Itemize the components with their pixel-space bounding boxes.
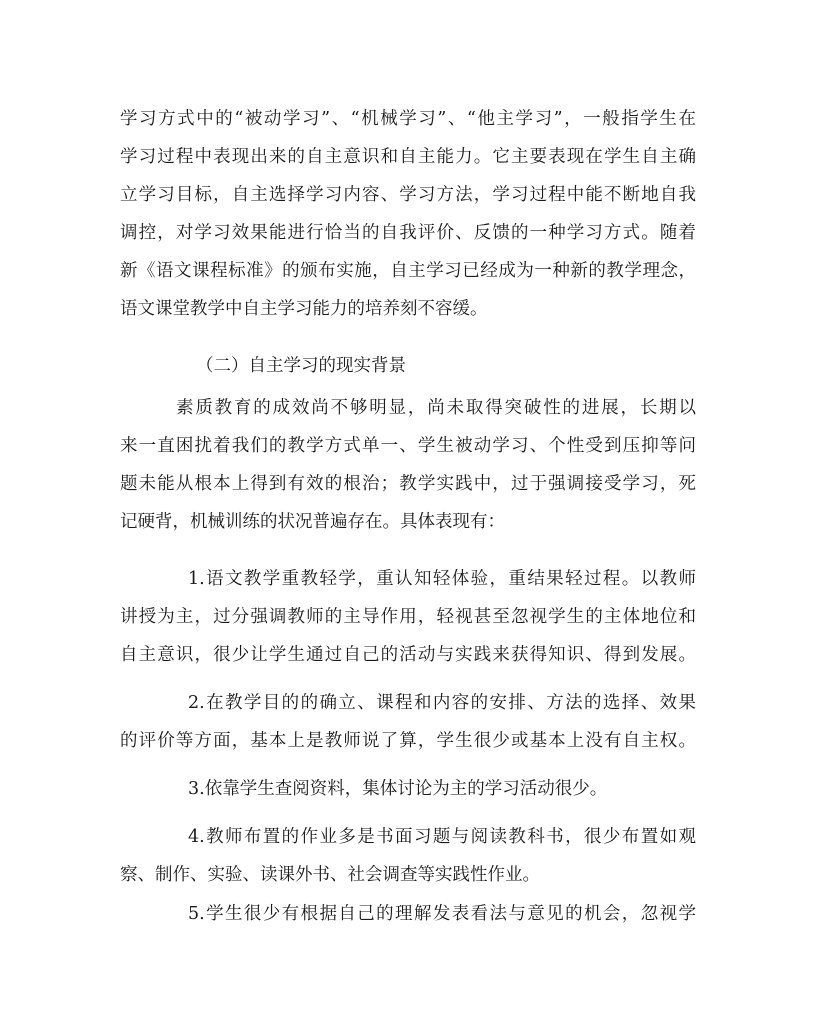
list-item-line: 察、制作、实验、读课外书、社会调查等实践性作业。 <box>120 865 540 885</box>
list-item-line: 自主意识，很少让学生通过自己的活动与实践来获得知识、得到发展。 <box>120 645 696 665</box>
text-line: 学习过程中表现出来的自主意识和自主能力。它主要表现在学生自主确 <box>120 147 696 167</box>
text-line: 调控，对学习效果能进行恰当的自我评价、反馈的一种学习方式。随着 <box>120 223 696 243</box>
text-line: 记硬背，机械训练的状况普遍存在。具体表现有： <box>120 512 505 532</box>
list-item-line: 3.依靠学生查阅资料，集体讨论为主的学习活动很少。 <box>188 779 608 799</box>
list-item-line: 5.学生很少有根据自己的理解发表看法与意见的机会，忽视学 <box>188 904 696 924</box>
text-line: 语文课堂教学中自主学习能力的培养刻不容缓。 <box>120 299 488 319</box>
text-line: 新《语文课程标准》的颁布实施，自主学习已经成为一种新的教学理念， <box>120 261 696 281</box>
text-line: 来一直困扰着我们的教学方式单一、学生被动学习、个性受到压抑等问 <box>120 436 696 456</box>
list-item-line: 4.教师布置的作业多是书面习题与阅读教科书，很少布置如观 <box>188 827 696 847</box>
list-item-line: 讲授为主，过分强调教师的主导作用，轻视甚至忽视学生的主体地位和 <box>120 607 696 627</box>
text-line: 立学习目标，自主选择学习内容、学习方法，学习过程中能不断地自我 <box>120 185 696 205</box>
list-item-line: 1.语文教学重教轻学，重认知轻体验，重结果轻过程。以教师 <box>188 569 696 589</box>
section-heading: （二）自主学习的现实背景 <box>196 356 406 376</box>
text-line: 题未能从根本上得到有效的根治；教学实践中，过于强调接受学习，死 <box>120 474 696 494</box>
text-line: 学习方式中的“被动学习”、“机械学习”、“他主学习”，一般指学生在 <box>120 109 696 129</box>
list-item-line: 2.在教学目的的确立、课程和内容的安排、方法的选择、效果 <box>188 693 696 713</box>
list-item-line: 的评价等方面，基本上是教师说了算，学生很少或基本上没有自主权。 <box>120 731 696 751</box>
text-line: 素质教育的成效尚不够明显，尚未取得突破性的进展，长期以 <box>176 398 696 418</box>
